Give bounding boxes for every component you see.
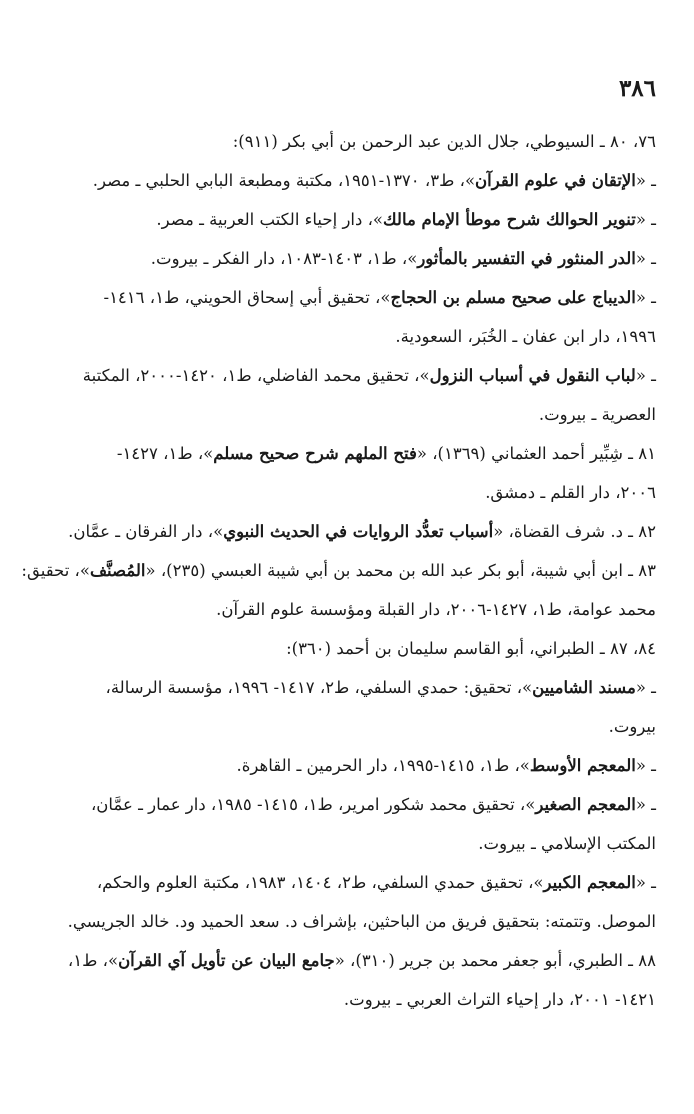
line-text: ٨٣ ـ ابن أبي شيبة، أبو بكر عبد الله بن محمد بن أبي شيبة العبسي (٢٣٥)، « xyxy=(145,561,656,580)
line-text: ـ « xyxy=(635,288,656,307)
line-text: الموصل. وتتمته: بتحقيق فريق من الباحثين، بإشراف د. سعد الحميد ود. خالد الجريسي. xyxy=(67,912,656,931)
line-text: ٨٤، ٨٧ ـ الطبراني، أبو القاسم سليمان بن أحمد (٣٦٠): xyxy=(286,639,656,658)
text-line xyxy=(36,863,656,902)
line-text: ٧٦، ٨٠ ـ السيوطي، جلال الدين عبد الرحمن بن أبي بكر (٩١١): xyxy=(232,132,656,151)
line-text: »، تحقيق أبي إسحاق الحويني، ط١، ١٤١٦- xyxy=(103,288,391,307)
line-text: »، ط١، ١٤٠٣-١٠٨٣، دار الفكر ـ بيروت. xyxy=(150,249,418,268)
page-number: ٣٨٦ xyxy=(618,75,656,102)
text-line xyxy=(36,941,656,980)
line-text: »، تحقيق: xyxy=(21,561,90,580)
line-text: ـ « xyxy=(635,210,656,229)
line-text: بيروت. xyxy=(608,717,656,736)
text-line xyxy=(36,239,656,278)
book-title: المعجم الصغير xyxy=(535,795,636,814)
line-text: »، تحقيق محمد الفاضلي، ط١، ١٤٢٠-٢٠٠٠، المكتبة xyxy=(82,366,430,385)
line-text: محمد عوامة، ط١، ١٤٢٧-٢٠٠٦، دار القبلة ومؤسسة علوم القرآن. xyxy=(216,600,656,619)
text-line xyxy=(36,707,656,746)
line-text: ـ « xyxy=(635,171,656,190)
line-text: ـ « xyxy=(635,366,656,385)
line-text: »، ط٣، ١٣٧٠-١٩٥١، مكتبة ومطبعة البابي الحلبي ـ مصر. xyxy=(92,171,476,190)
text-line xyxy=(36,317,656,356)
line-text: ٨١ ـ شِبِّير أحمد العثماني (١٣٦٩)، « xyxy=(416,444,656,463)
line-text: المكتب الإسلامي ـ بيروت. xyxy=(478,834,656,853)
document-page xyxy=(21,72,656,1019)
text-line xyxy=(36,356,656,395)
line-text: ـ « xyxy=(635,249,656,268)
line-text: ١٤٢١- ٢٠٠١، دار إحياء التراث العربي ـ بيروت. xyxy=(343,990,656,1009)
book-title: الإتقان في علوم القرآن xyxy=(475,171,636,190)
line-text: »، ط١، ١٤١٥-١٩٩٥، دار الحرمين ـ القاهرة. xyxy=(236,756,530,775)
line-text: ٨٨ ـ الطبري، أبو جعفر محمد بن جرير (٣١٠)، « xyxy=(334,951,656,970)
book-title: أسباب تعدُّد الروايات في الحديث النبوي xyxy=(223,522,494,541)
book-title: مسند الشاميين xyxy=(532,678,636,697)
line-text: »، تحقيق محمد شكور امرير، ط١، ١٤١٥- ١٩٨٥، دار عمار ـ عمَّان، xyxy=(90,795,536,814)
line-text: ٨٢ ـ د. شرف القضاة، « xyxy=(493,522,656,541)
book-title: فتح الملهم شرح صحيح مسلم xyxy=(213,444,417,463)
line-text: »، تحقيق حمدي السلفي، ط٢، ١٤٠٤، ١٩٨٣، مكتبة العلوم والحكم، xyxy=(96,873,544,892)
text-line xyxy=(36,629,656,668)
book-title: المعجم الكبير xyxy=(543,873,636,892)
book-title: المعجم الأوسط xyxy=(529,756,636,775)
text-line xyxy=(36,278,656,317)
text-line xyxy=(36,122,656,161)
line-text: ـ « xyxy=(635,873,656,892)
book-title: الدر المنثور في التفسير بالمأثور xyxy=(417,249,636,268)
text-line xyxy=(36,668,656,707)
line-text: العصرية ـ بيروت. xyxy=(538,405,656,424)
text-line xyxy=(36,902,656,941)
book-title: المُصنَّف xyxy=(89,561,146,580)
book-title: جامع البيان عن تأويل آي القرآن xyxy=(118,951,335,970)
text-line xyxy=(36,590,656,629)
text-line xyxy=(36,395,656,434)
book-title: تنوير الحوالك شرح موطأ الإمام مالك xyxy=(383,210,636,229)
book-title: لباب النقول في أسباب النزول xyxy=(429,366,636,385)
line-text: »، ط١، ١٤٢٧- xyxy=(116,444,214,463)
line-text: »، تحقيق: حمدي السلفي، ط٢، ١٤١٧- ١٩٩٦، مؤسسة الرسالة، xyxy=(105,678,533,697)
line-text: ـ « xyxy=(635,756,656,775)
text-line xyxy=(36,161,656,200)
text-line xyxy=(36,473,656,512)
text-line xyxy=(36,512,656,551)
text-line xyxy=(36,824,656,863)
line-text: ٢٠٠٦، دار القلم ـ دمشق. xyxy=(485,483,656,502)
line-text: ١٩٩٦، دار ابن عفان ـ الخُبَر، السعودية. xyxy=(395,327,656,346)
text-line xyxy=(36,200,656,239)
book-title: الديباج على صحيح مسلم بن الحجاج xyxy=(390,288,636,307)
line-text: »، ط١، xyxy=(67,951,119,970)
text-line xyxy=(36,434,656,473)
text-line xyxy=(36,746,656,785)
line-text: ـ « xyxy=(635,678,656,697)
text-line xyxy=(36,785,656,824)
text-line xyxy=(21,551,656,590)
text-line xyxy=(36,980,656,1019)
line-text: »، دار إحياء الكتب العربية ـ مصر. xyxy=(156,210,384,229)
line-text: ـ « xyxy=(635,795,656,814)
line-text: »، دار الفرقان ـ عمَّان. xyxy=(68,522,224,541)
bibliography-list xyxy=(21,122,656,1019)
